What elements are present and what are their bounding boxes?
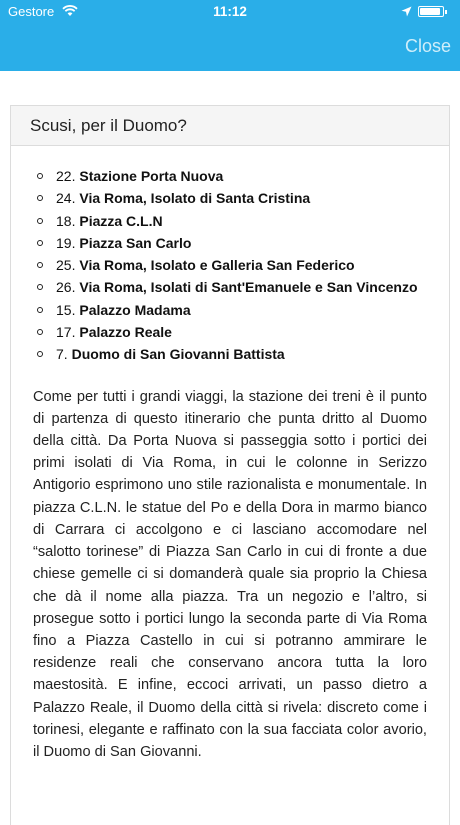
list-item: 18. Piazza C.L.N xyxy=(11,210,449,232)
close-button[interactable]: Close xyxy=(404,36,451,56)
itinerary-description: Come per tutti i grandi viaggi, la stazione dei treni è il punto di partenza di questo itinerario che punta dritto al Duomo della città. Da Porta Nuova si passeggia sotto i portici dei primi isolati di Via Roma, in cui le colonne in Serizzo Antigorio esprimono uno stile razionalista e monumentale. In piazza C.L.N. le statue del Po e della Dora in marmo bianco di Carrara ci accolgono e ci lasciano accomodare nel “salotto torinese” di Piazza San Carlo in cui di fronte a due chiese gemelle ci si domanderà quale sia proprio la Chiesa che dà il nome alla piazza. Tra un negozio e l’altro, si prosegue sotto i portici lungo la seconda parte di Via Roma fino a Piazza Castello in cui si potranno ammirare le residenze reali che conservano ancora tutta la loro maestosità. E infine, eccoci arrivati, un passo dietro a Palazzo Reale, il Duomo della città si rivela: discreto come i torinesi, elegante e raffinato con la sua facciata color avorio, il Duomo di San Giovanni. xyxy=(33,388,427,760)
carrier-label: Gestore xyxy=(8,4,55,19)
bullet-icon xyxy=(37,351,43,357)
bullet-icon xyxy=(37,329,43,335)
location-arrow-icon xyxy=(401,5,412,20)
list-item: 15. Palazzo Madama xyxy=(11,299,449,321)
bullet-icon xyxy=(37,284,43,290)
list-item: 22. Stazione Porta Nuova xyxy=(11,165,449,187)
list-item: 7. Duomo di San Giovanni Battista xyxy=(11,343,449,365)
stops-list xyxy=(11,165,449,366)
bullet-icon xyxy=(37,173,43,179)
status-bar xyxy=(0,0,460,24)
navigation-bar xyxy=(0,0,460,71)
bullet-icon xyxy=(37,218,43,224)
list-item: 24. Via Roma, Isolato di Santa Cristina xyxy=(11,187,449,209)
list-item: 19. Piazza San Carlo xyxy=(11,232,449,254)
list-item: 17. Palazzo Reale xyxy=(11,321,449,343)
list-item: 25. Via Roma, Isolato e Galleria San Federico xyxy=(11,254,449,276)
bullet-icon xyxy=(37,307,43,313)
bullet-icon xyxy=(37,262,43,268)
bullet-icon xyxy=(37,240,43,246)
panel-title: Scusi, per il Duomo? xyxy=(11,106,449,146)
battery-icon xyxy=(418,6,444,17)
itinerary-panel xyxy=(10,105,450,825)
list-item: 26. Via Roma, Isolati di Sant'Emanuele e San Vincenzo xyxy=(11,276,449,298)
clock: 11:12 xyxy=(213,4,247,19)
bullet-icon xyxy=(37,195,43,201)
